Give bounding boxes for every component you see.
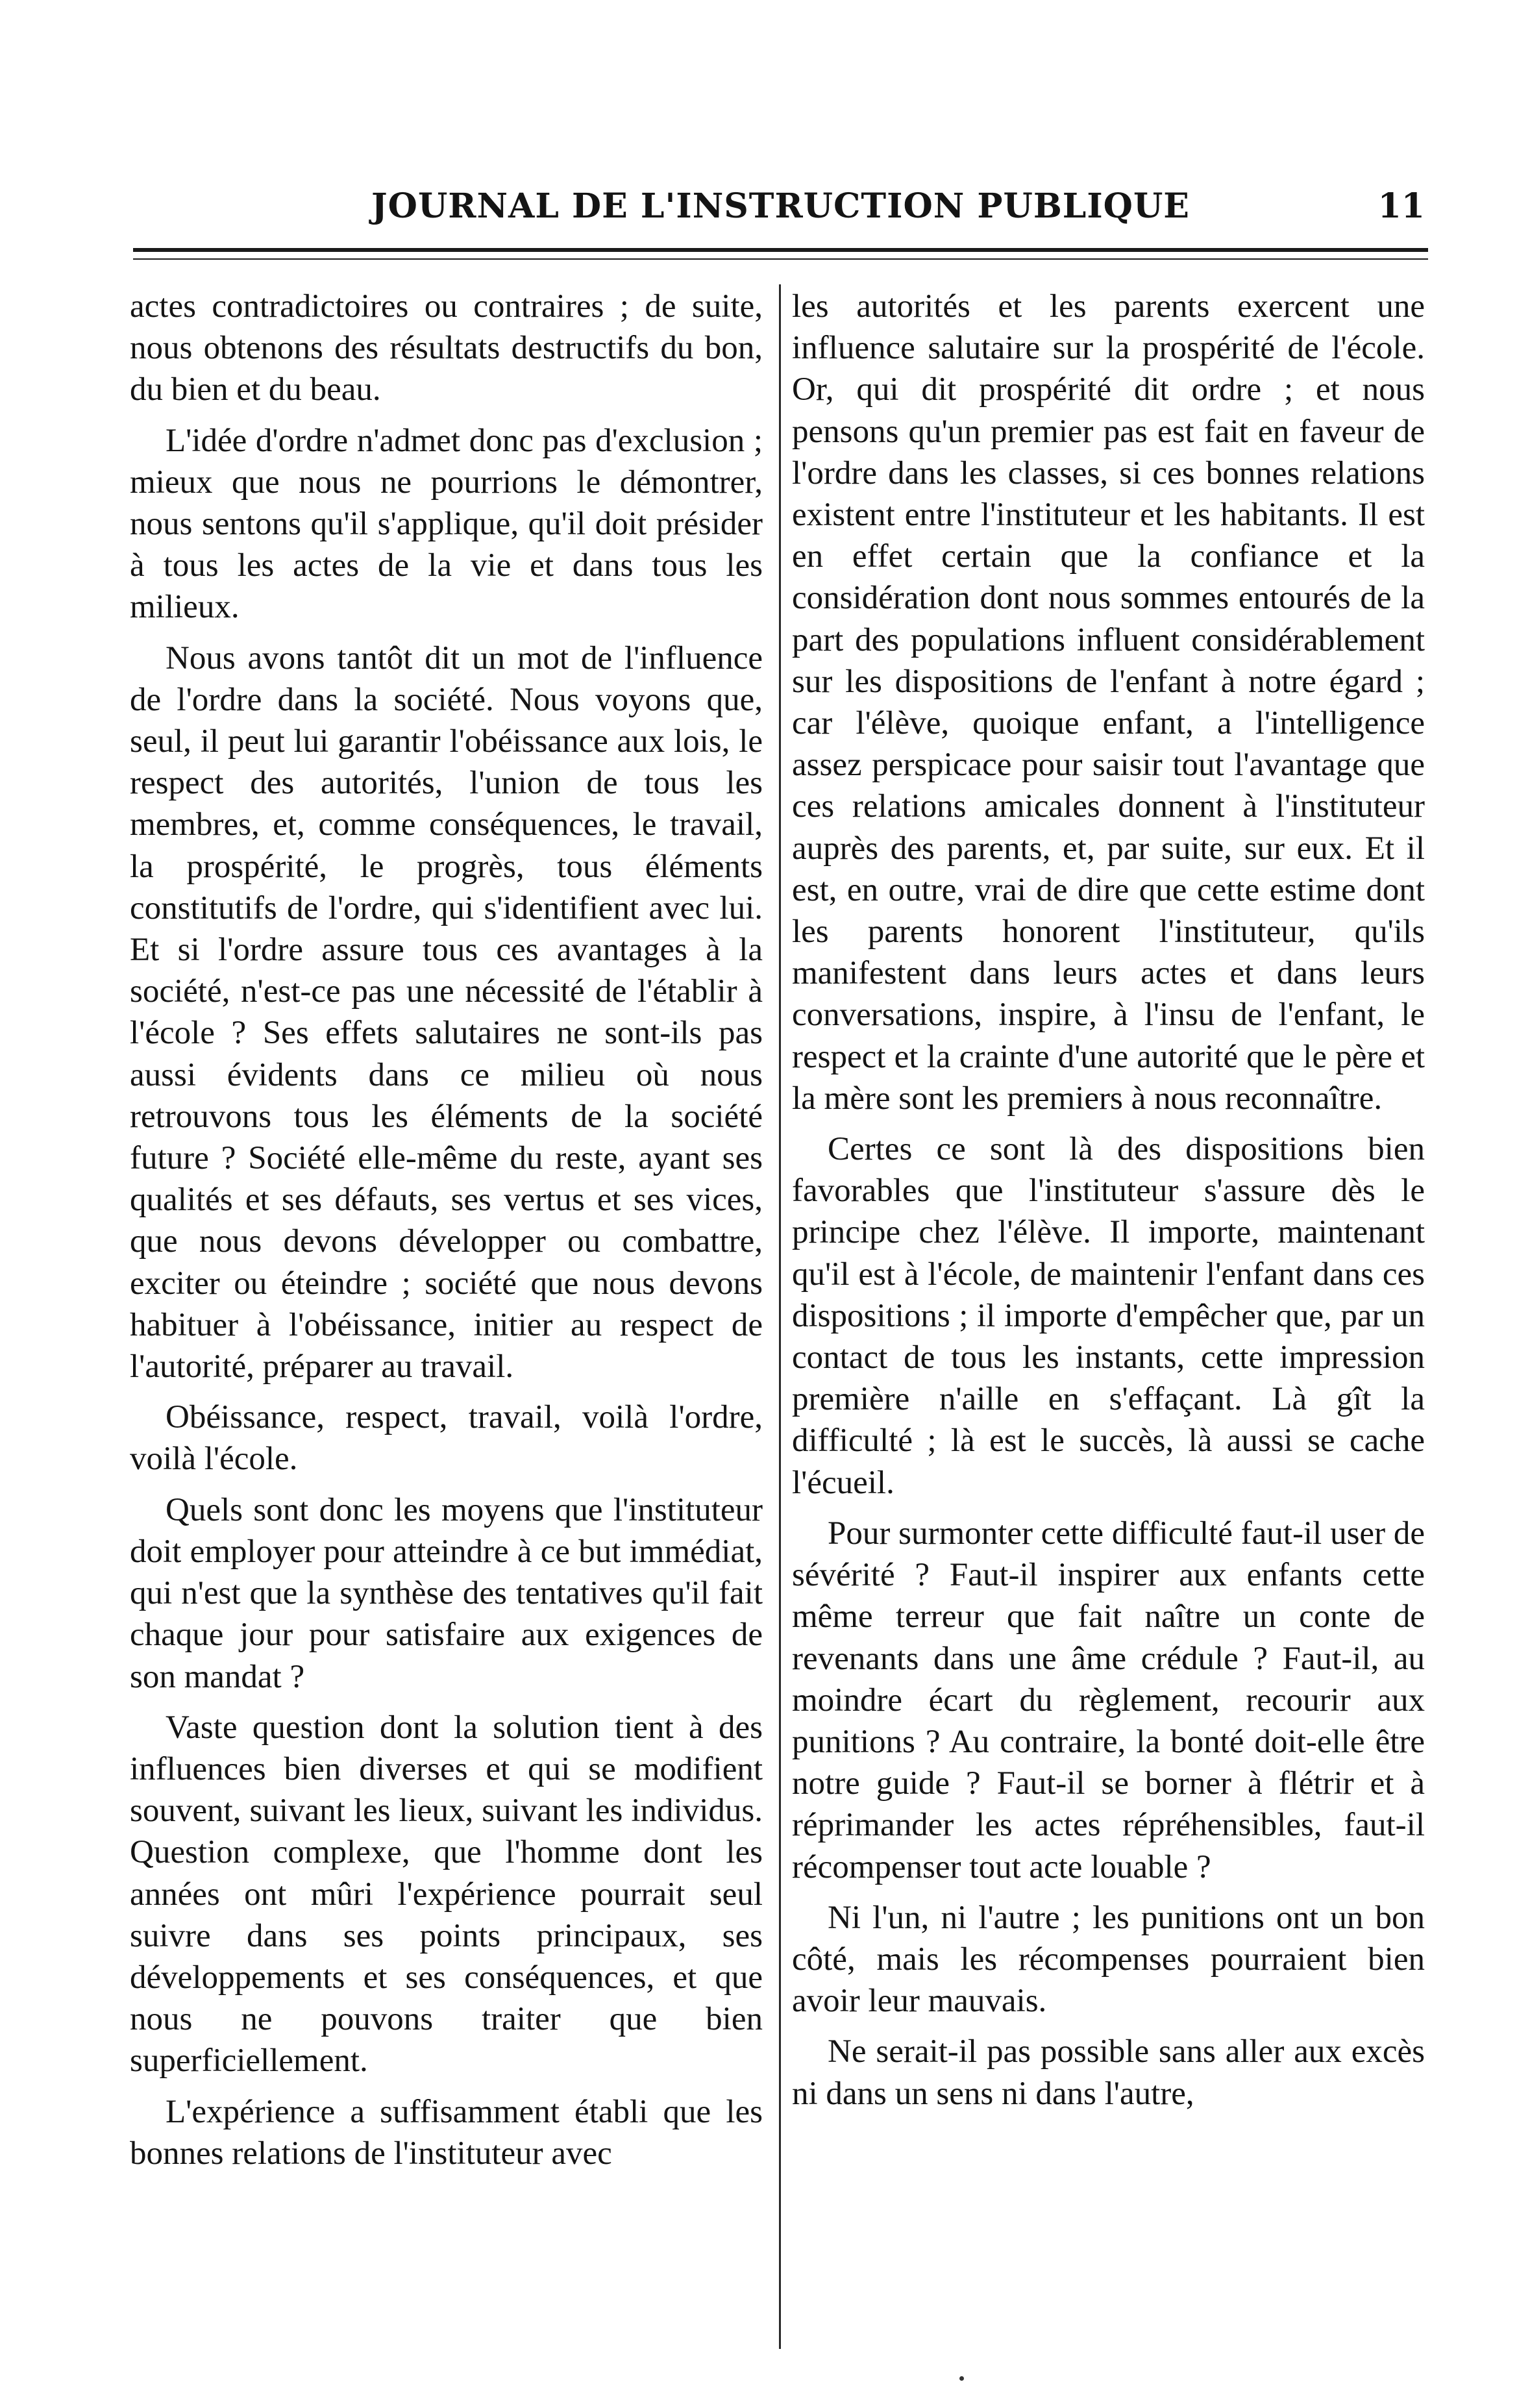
paragraph: Obéissance, respect, travail, voilà l'ordre, voilà l'école. — [130, 1399, 763, 1478]
column-divider — [779, 284, 781, 2349]
header-rule-thin — [133, 258, 1428, 260]
paragraph: L'expérience a suffisamment établi que les bonnes relations de l'instituteur avec — [130, 2093, 763, 2172]
right-column — [792, 286, 1425, 2124]
paragraph: actes contradictoires ou contraires ; de suite, nous obtenons des résultats destructifs du bon, du bien et du beau. — [130, 288, 763, 408]
page-number: 11 — [1377, 186, 1425, 226]
print-speck — [959, 2376, 964, 2381]
paragraph: Nous avons tantôt dit un mot de l'influence de l'ordre dans la société. Nous voyons que, seul, il peut lui garantir l'obéissance aux lois, le respect des autorités, l'union de tous les membres, et, comme conséquences, le travail, la prospérité, le progrès, tous éléments constitutifs de l'ordre, qui s'identifient avec lui. Et si l'ordre assure tous ces avantages à la société, n'est-ce pas une nécessité de l'établir à l'école ? Ses effets salutaires ne sont-ils pas aussi évidents dans ce milieu où nous retrouvons tous les éléments de la société future ? Société elle-même du reste, ayant ses qualités et ses défauts, ses vertus et ses vices, que nous devons développer ou combattre, exciter ou éteindre ; société que nous devons habituer à l'obéissance, initier au respect de l'autorité, préparer au travail. — [130, 639, 763, 1385]
paragraph: Quels sont donc les moyens que l'instituteur doit employer pour atteindre à ce but immédiat, qui n'est que la synthèse des tentatives qu'il fait chaque jour pour satisfaire aux exigences de son mandat ? — [130, 1491, 763, 1695]
paragraph: Pour surmonter cette difficulté faut-il user de sévérité ? Faut-il inspirer aux enfants cette même terreur que fait naître un conte de revenants dans une âme crédule ? Faut-il, au moindre écart du règlement, recourir aux punitions ? Au contraire, la bonté doit-elle être notre guide ? Faut-il se borner à flétrir et à réprimander les actes répréhensibles, faut-il récompenser tout acte louable ? — [792, 1515, 1425, 1885]
paragraph: L'idée d'ordre n'admet donc pas d'exclusion ; mieux que nous ne pourrions le démontrer, nous sentons qu'il s'applique, qu'il doit présider à tous les actes de la vie et dans tous les milieux. — [130, 422, 763, 626]
paragraph: Ni l'un, ni l'autre ; les punitions ont un bon côté, mais les récompenses pourraient bien avoir leur mauvais. — [792, 1899, 1425, 2020]
left-column — [130, 286, 763, 2183]
paragraph: les autorités et les parents exercent une influence salutaire sur la prospérité de l'école. Or, qui dit prospérité dit ordre ; et nous pensons qu'un premier pas est fait en faveur de l'ordre dans les classes, si ces bonnes relations existent entre l'instituteur et les habitants. Il est en effet certain que la confiance et la considération dont nous sommes entourés de la part des populations influent considérablement sur les dispositions de l'enfant à notre égard ; car l'élève, quoique enfant, a l'intelligence assez perspicace pour saisir tout l'avantage que ces relations amicales donnent à l'instituteur auprès des parents, et, par suite, sur eux. Et il est, en outre, vrai de dire que cette estime dont les parents honorent l'instituteur, qu'ils manifestent dans leurs actes et dans leurs conversations, inspire, à l'insu de l'enfant, le respect et la crainte d'une autorité que le père et la mère sont les premiers à nous reconnaître. — [792, 288, 1425, 1117]
journal-title: JOURNAL DE L'INSTRUCTION PUBLIQUE — [371, 186, 1190, 226]
running-head — [133, 180, 1428, 239]
paragraph: Vaste question dont la solution tient à des influences bien diverses et qui se modifient souvent, suivant les lieux, suivant les individus. Question complexe, que l'homme dont les années ont mûri l'expérience pourrait seul suivre dans ses points principaux, ses développements et ses conséquences, et que nous ne pouvons traiter que bien superficiellement. — [130, 1709, 763, 2079]
paragraph: Certes ce sont là des dispositions bien favorables que l'instituteur s'assure dès le principe chez l'élève. Il importe, maintenant qu'il est à l'école, de maintenir l'enfant dans ces dispositions ; il importe d'empêcher que, par un contact de tous les instants, cette impression première n'aille en s'effaçant. Là gît la difficulté ; là est le succès, là aussi se cache l'écueil. — [792, 1131, 1425, 1501]
paragraph: Ne serait-il pas possible sans aller aux excès ni dans un sens ni dans l'autre, — [792, 2033, 1425, 2112]
header-rule-thick — [133, 248, 1428, 252]
